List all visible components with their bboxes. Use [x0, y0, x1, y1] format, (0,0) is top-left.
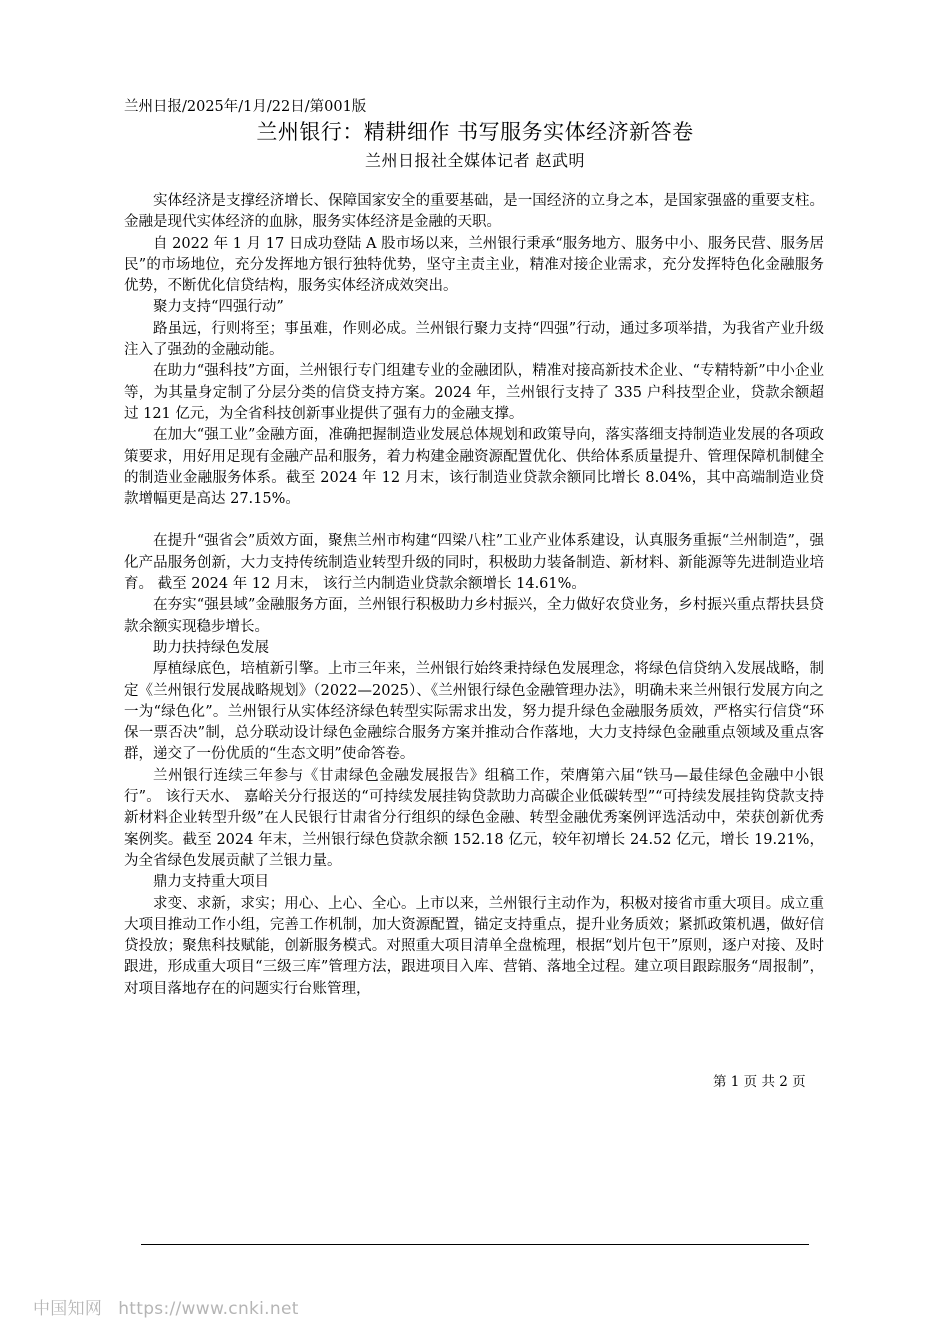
publication-source: 兰州日报/2025年/1月/22日/第001版 — [124, 99, 367, 115]
page-number: 第 1 页 共 2 页 — [713, 1074, 806, 1090]
watermark-url: https://www.cnki.net — [118, 1299, 299, 1319]
section-heading: 聚力支持“四强行动” — [153, 299, 284, 316]
article-title: 兰州银行：精耕细作 书写服务实体经济新答卷 — [256, 120, 694, 144]
article-body — [124, 191, 824, 1000]
cnki-watermark — [33, 1294, 315, 1319]
paragraph: 在助力“强科技”方面，兰州银行专门组建专业的金融团队，精准对接高新技术企业、“专精特新”中小企业等，为其量身定制了分层分类的信贷支持方案。2024 年，兰州银行支持了 335 户科技型企业，贷款余额超过 121 亿元，为全省科技创新事业提供了强有力的金融支撑。 — [124, 363, 824, 422]
paragraph: 自 2022 年 1 月 17 日成功登陆 A 股市场以来，兰州银行秉承“服务地方、服务中小、服务民营、服务居民”的市场地位，充分发挥地方银行独特优势，坚守主责主业，精准对接企业需求，充分发挥特色化金融服务优势，不断优化信贷结构，服务实体经济成效突出。 — [124, 235, 824, 295]
paragraph: 兰州银行连续三年参与《甘肃绿色金融发展报告》组稿工作，荣膺第六届“铁马—最佳绿色金融中小银行”。 该行天水、 嘉峪关分行报送的“可持续发展挂钩贷款助力高碳企业低碳转型”“可持续发展挂钩贷款支持新材料企业转型升级”在人民银行甘肃省分行组织的绿色金融、转型金融优秀案例评选活动中，荣获创新优秀案例奖。截至 2024 年末，兰州银行绿色贷款余额 152.18 亿元，较年初增长 24.52 亿元，增长 19.21%，为全省绿色发展贡献了兰银力量。 — [124, 767, 824, 869]
watermark-logo-text: 中国知网 — [33, 1299, 103, 1319]
section-heading: 助力扶持绿色发展 — [153, 639, 269, 656]
paragraph: 在加大“强工业”金融方面，准确把握制造业发展总体规划和政策导向，落实落细支持制造业发展的各项政策要求，用好用足现有金融产品和服务，着力构建金融资源配置优化、供给体系质量提升、管理保障机制健全的制造业金融服务体系。截至 2024 年 12 月末，该行制造业贷款余额同比增长 8.04%，其中高端制造业贷款增幅更是高达 27.15%。 — [124, 427, 824, 508]
paragraph: 实体经济是支撑经济增长、保障国家安全的重要基础，是一国经济的立身之本，是国家强盛的重要支柱。金融是现代实体经济的血脉，服务实体经济是金融的天职。 — [124, 193, 824, 231]
paragraph: 求变、求新，求实；用心、上心、全心。上市以来，兰州银行主动作为，积极对接省市重大项目。成立重大项目推动工作小组，完善工作机制，加大资源配置，锚定支持重点，提升业务质效；紧抓政策机遇，做好信贷投放；聚焦科技赋能，创新服务模式。对照重大项目清单全盘梳理，根据“划片包干”原则，逐户对接、及时跟进，形成重大项目“三级三库”管理方法，跟进项目入库、营销、落地全过程。建立项目跟踪服务“周报制”，对项目落地存在的问题实行台账管理， — [124, 895, 824, 997]
paragraph: 厚植绿底色，培植新引擎。上市三年来，兰州银行始终秉持绿色发展理念，将绿色信贷纳入发展战略，制定《兰州银行发展战略规划》（2022—2025）、《兰州银行绿色金融管理办法》，明确未来兰州银行发展方向之一为“绿色化”。兰州银行从实体经济绿色转型实际需求出发，努力提升绿色金融服务质效，严格实行信贷“环保一票否决”制，总分联动设计绿色金融综合服务方案并推动合作落地，大力支持绿色金融重点领域及重点客群，递交了一份优质的“生态文明”使命答卷。 — [124, 661, 824, 763]
footer-divider — [141, 1244, 809, 1245]
section-heading: 鼎力支持重大项目 — [153, 874, 269, 891]
paragraph: 在提升“强省会”质效方面，聚焦兰州市构建“四梁八柱”工业产业体系建设，认真服务重振“兰州制造”，强化产品服务创新，大力支持传统制造业转型升级的同时，积极助力装备制造、新材料、新能源等先进制造业培育。 截至 2024 年 12 月末， 该行兰内制造业贷款余额增长 14.61%。 — [124, 533, 824, 593]
paragraph: 在夯实“强县域”金融服务方面，兰州银行积极助力乡村振兴，全力做好农贷业务，乡村振兴重点帮扶县贷款余额实现稳步增长。 — [124, 597, 824, 635]
paragraph: 路虽远，行则将至；事虽难，作则必成。兰州银行聚力支持“四强”行动，通过多项举措，为我省产业升级注入了强劲的金融动能。 — [124, 320, 824, 359]
article-author: 兰州日报社全媒体记者 赵武明 — [364, 151, 586, 170]
